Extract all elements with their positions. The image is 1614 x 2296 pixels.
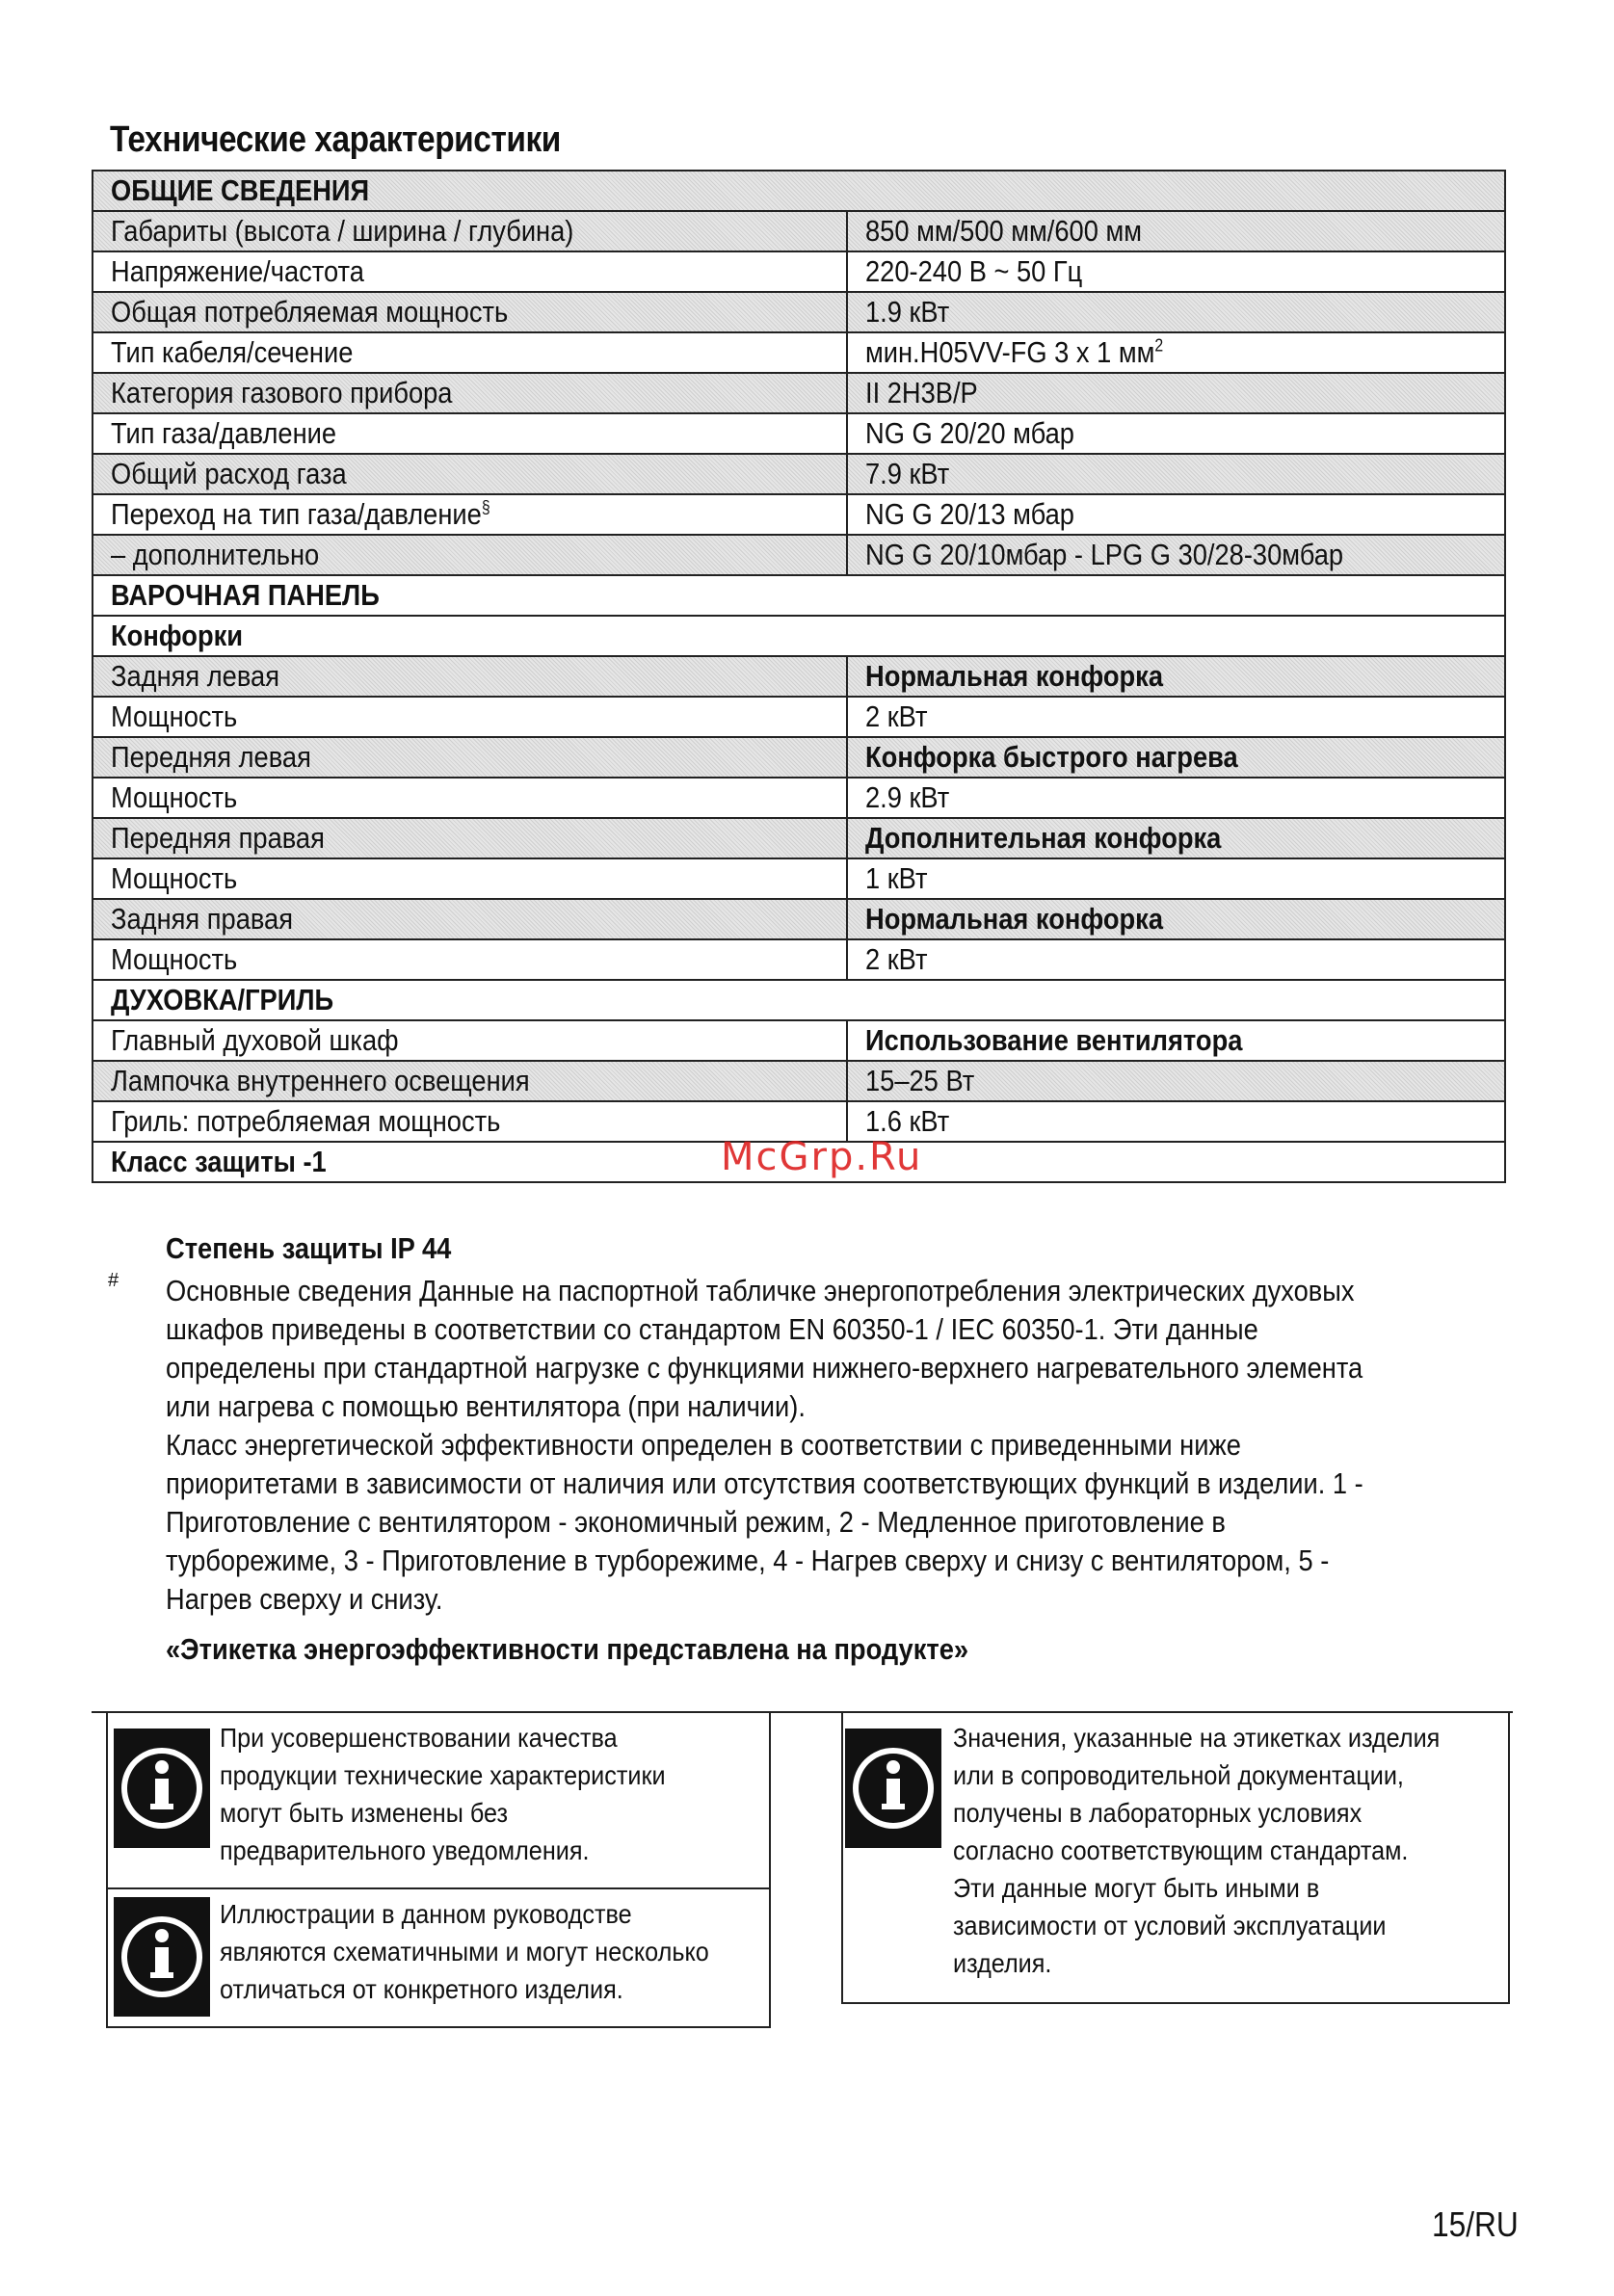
text-line: При усовершенствовании качества [220, 1723, 618, 1753]
spec-value: Использование вентилятора [847, 1020, 1505, 1061]
table-section-header [93, 616, 1505, 656]
spec-label: Тип кабеля/сечение [93, 332, 847, 373]
spec-label: Гриль: потребляемая мощность [93, 1101, 847, 1142]
spec-value: NG G 20/13 мбар [847, 494, 1505, 535]
spec-value: мин.H05VV-FG 3 x 1 $мм^2$ [847, 332, 1505, 373]
spec-value: 1.9 кВт [847, 292, 1505, 332]
table-row [93, 778, 1505, 818]
table-row [93, 737, 1505, 778]
spec-label: Мощность [93, 778, 847, 818]
table-row [93, 818, 1505, 858]
text-line: приоритетами в зависимости от наличия или отсутствия соответствующих функций в изделии. 1 - [166, 1466, 1363, 1500]
spec-value: 1.6 кВт [847, 1101, 1505, 1142]
section-title: Класс защиты -1 [93, 1142, 1505, 1182]
table-row [93, 332, 1505, 373]
spec-label: Мощность [93, 939, 847, 980]
spec-value: 220-240 В ~ 50 Гц [847, 251, 1505, 292]
info-box-label-values [841, 1711, 1510, 2004]
energy-note-paragraph [166, 1272, 1446, 1426]
text-line: могут быть изменены без [220, 1798, 508, 1828]
spec-label: – дополнительно [93, 535, 847, 575]
text-line: определены при стандартной нагрузке с функциями нижнего-верхнего нагревательного элемента [166, 1351, 1363, 1385]
spec-label: Передняя левая [93, 737, 847, 778]
section-title: ОБЩИЕ СВЕДЕНИЯ [93, 171, 1505, 211]
spec-label: Задняя правая [93, 899, 847, 939]
spec-label: Общий расход газа [93, 454, 847, 494]
text-line: Значения, указанные на этикетках изделия [953, 1723, 1441, 1753]
spec-value: 2.9 кВт [847, 778, 1505, 818]
section-title: ВАРОЧНАЯ ПАНЕЛЬ [93, 575, 1505, 616]
spec-value: Нормальная конфорка [847, 656, 1505, 697]
table-section-header [93, 980, 1505, 1020]
text-line: Основные сведения Данные на паспортной табличке энергопотребления электрических духовых [166, 1274, 1355, 1307]
spec-value: NG G 20/10мбар - LPG G 30/28-30мбар [847, 535, 1505, 575]
spec-value: NG G 20/20 мбар [847, 413, 1505, 454]
table-row [93, 251, 1505, 292]
table-row [93, 1061, 1505, 1101]
ip-rating: Степень защиты IP 44 [166, 1231, 452, 1265]
spec-label: Габариты (высота / ширина / глубина) [93, 211, 847, 251]
text-line: турборежиме, 3 - Приготовление в турборежиме, 4 - Нагрев сверху и снизу с вентилятором, 5 - [166, 1544, 1330, 1577]
text-line: шкафов приведены в соответствии со стандартом EN 60350-1 / IEC 60350-1. Эти данные [166, 1312, 1258, 1346]
spec-label: Задняя левая [93, 656, 847, 697]
table-row [93, 1020, 1505, 1061]
table-row [93, 899, 1505, 939]
table-section-header [93, 575, 1505, 616]
table-row [93, 939, 1505, 980]
spec-value: II 2H3B/P [847, 373, 1505, 413]
spec-value: 15–25 Вт [847, 1061, 1505, 1101]
info-icon [845, 1729, 941, 1848]
spec-value: 2 кВт [847, 939, 1505, 980]
table-row [93, 656, 1505, 697]
text-line: отличаться от конкретного изделия. [220, 1974, 623, 2004]
table-row [93, 535, 1505, 575]
text-line: Класс энергетической эффективности определен в соответствии с приведенными ниже [166, 1428, 1241, 1462]
text-line: согласно соответствующим стандартам. [953, 1835, 1409, 1865]
footnote-marker: # [108, 1270, 119, 1291]
spec-label: Категория газового прибора [93, 373, 847, 413]
table-row [93, 211, 1505, 251]
text-line: Эти данные могут быть иными в [953, 1873, 1320, 1903]
text-line: Иллюстрации в данном руководстве [220, 1899, 632, 1929]
spec-value: 850 мм/500 мм/600 мм [847, 211, 1505, 251]
spec-value: 7.9 кВт [847, 454, 1505, 494]
spec-label: Мощность [93, 858, 847, 899]
spec-value: Нормальная конфорка [847, 899, 1505, 939]
section-title: ДУХОВКА/ГРИЛЬ [93, 980, 1505, 1020]
page-title: Технические характеристики [110, 119, 561, 160]
text-line: предварительного уведомления. [220, 1835, 590, 1865]
table-row [93, 697, 1505, 737]
text-line: изделия. [953, 1948, 1052, 1978]
table-row [93, 494, 1505, 535]
info-box-illustrations [106, 1887, 771, 2028]
table-row [93, 413, 1505, 454]
table-section-header [93, 171, 1505, 211]
table-row [93, 373, 1505, 413]
text-line: зависимости от условий эксплуатации [953, 1911, 1387, 1940]
spec-label: Напряжение/частота [93, 251, 847, 292]
info-icon [114, 1729, 210, 1848]
page-number: 15/RU [1432, 2204, 1519, 2244]
info-box-improvements [106, 1711, 771, 1892]
spec-label: Передняя правая [93, 818, 847, 858]
spec-label: Тип газа/давление [93, 413, 847, 454]
section-title: Конфорки [93, 616, 1505, 656]
watermark: McGrp.Ru [721, 1135, 923, 1179]
spec-value: Дополнительная конфорка [847, 818, 1505, 858]
energy-label-note: «Этикетка энергоэффективности представлена на продукте» [166, 1632, 969, 1666]
specifications-table [92, 170, 1506, 1183]
text-line: получены в лабораторных условиях [953, 1798, 1363, 1828]
text-line: являются схематичными и могут несколько [220, 1937, 709, 1966]
table-row [93, 292, 1505, 332]
spec-value: Конфорка быстрого нагрева [847, 737, 1505, 778]
spec-label: Главный духовой шкаф [93, 1020, 847, 1061]
text-line: или в сопроводительной документации, [953, 1760, 1404, 1790]
spec-label: Мощность [93, 697, 847, 737]
text-line: или нагрева с помощью вентилятора (при наличии). [166, 1389, 806, 1423]
info-icon [114, 1897, 210, 2017]
spec-label: Общая потребляемая мощность [93, 292, 847, 332]
text-line: продукции технические характеристики [220, 1760, 666, 1790]
table-row [93, 454, 1505, 494]
spec-value: 2 кВт [847, 697, 1505, 737]
text-line: Приготовление с вентилятором - экономичный режим, 2 - Медленное приготовление в [166, 1505, 1226, 1539]
text-line: Нагрев сверху и снизу. [166, 1582, 443, 1616]
spec-label: Лампочка внутреннего освещения [93, 1061, 847, 1101]
spec-value: 1 кВт [847, 858, 1505, 899]
spec-label: Переход на тип газа/давление§ [93, 494, 847, 535]
energy-class-paragraph [166, 1426, 1446, 1619]
table-row [93, 858, 1505, 899]
